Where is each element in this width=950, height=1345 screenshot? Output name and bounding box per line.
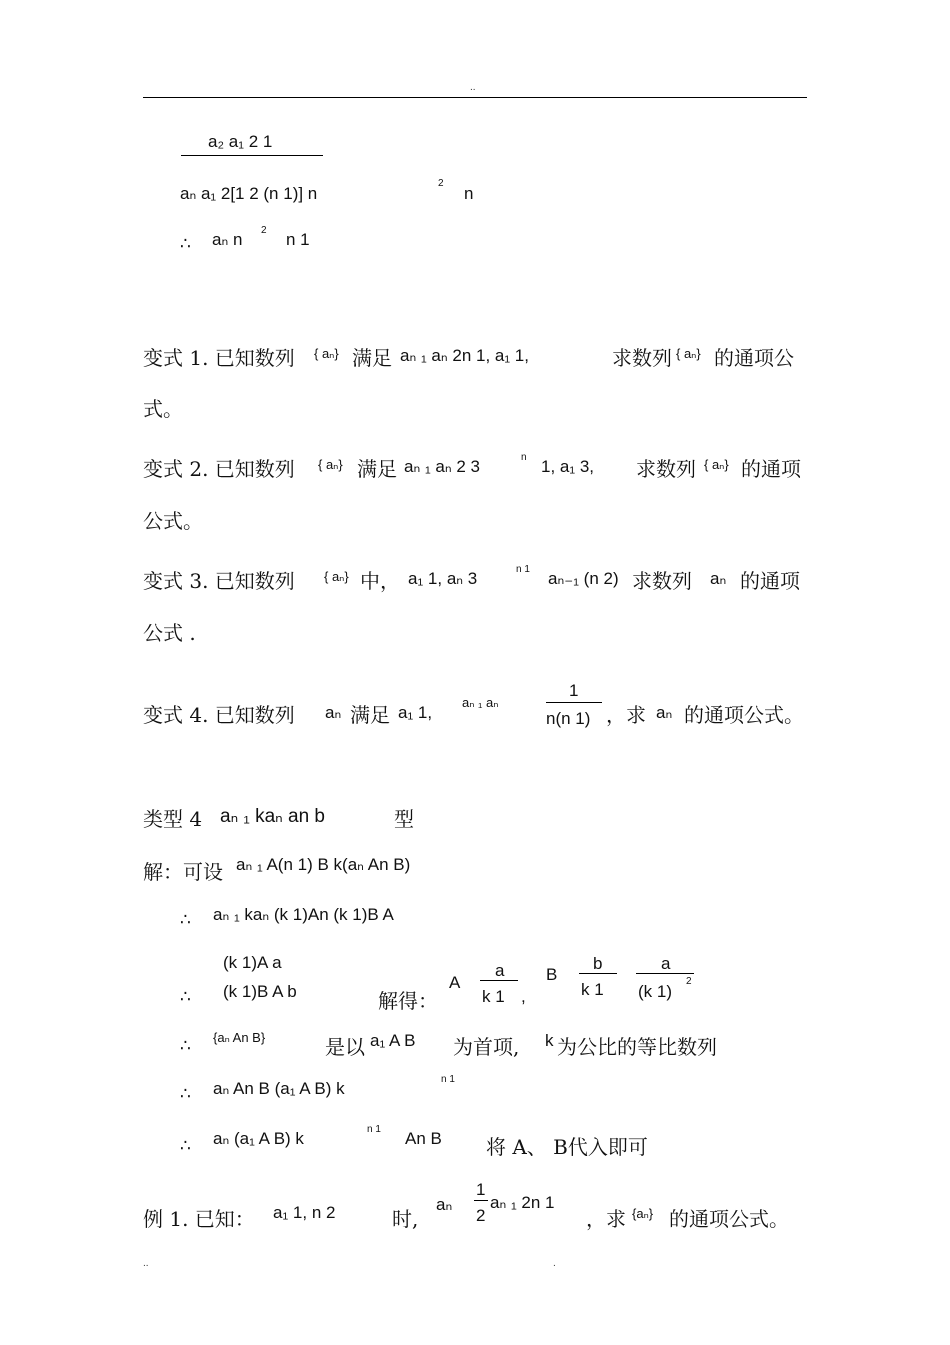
therefore-symbol: ∴ (180, 910, 191, 929)
type4-B-denominator-2: (k 1) (638, 982, 672, 1001)
type4-line-3-text3: 为公比的等比数列 (557, 1035, 717, 1059)
type4-line-5: aₙ (a₁ A B) k (213, 1129, 304, 1148)
example-label: 例 1. 已知： (143, 1207, 255, 1231)
variant-2-formula: aₙ ₁ aₙ 2 3 (404, 457, 480, 476)
variant-2-ask: 求数列 (636, 457, 696, 481)
therefore-symbol: ∴ (180, 987, 191, 1006)
variant-4-seq2: aₙ (656, 703, 673, 722)
example-ask: ，求 (586, 1207, 626, 1231)
variant-4-ask: ，求 (606, 703, 646, 727)
top-line-3-end: n 1 (286, 230, 310, 249)
type4-B-symbol: B (546, 965, 558, 984)
type4-line-3-first-term: a₁ A B (370, 1031, 416, 1050)
type4-B-denominator-1: k 1 (581, 980, 604, 999)
variant-2-satisfy: 满足 (357, 457, 397, 481)
type4-B-numerator-2: a (661, 954, 671, 973)
type4-line-3-text1: 是以 (325, 1035, 365, 1059)
variant-3-formula-b: aₙ₋₁ (n 2) (548, 569, 619, 588)
variant-4-fraction-bar (546, 702, 602, 703)
header-rule (143, 97, 807, 98)
variant-1-tail: 的通项公 (714, 346, 794, 370)
example-lhs: aₙ (436, 1195, 453, 1214)
top-fraction-bar (181, 155, 323, 156)
type4-line-5-note: 将 A、 B代入即可 (486, 1135, 648, 1159)
variant-1-ask: 求数列 (612, 346, 672, 370)
type4-suffix: 型 (394, 807, 414, 831)
top-line-2-sup: 2 (438, 178, 444, 189)
variant-2-cont: 公式。 (143, 509, 203, 533)
variant-1-satisfy: 满足 (352, 346, 392, 370)
type4-line-4-sup: n 1 (441, 1074, 455, 1085)
example-numerator: 1 (476, 1180, 486, 1199)
variant-2-tail: 的通项 (741, 457, 801, 481)
type4-line-4: aₙ An B (a₁ A B) k (213, 1079, 345, 1098)
variant-4-lhs: aₙ ₁ aₙ (462, 695, 499, 710)
variant-3-formula: a₁ 1, aₙ 3 (408, 569, 478, 588)
type4-B-fraction-bar-2 (636, 973, 694, 974)
variant-3-tail: 的通项 (740, 569, 800, 593)
footer-right-mark: . (553, 1258, 556, 1269)
variant-3-label: 变式 3. 已知数列 (143, 569, 295, 593)
type4-solve-label: 解得： (378, 989, 438, 1013)
therefore-symbol: ∴ (180, 1136, 191, 1155)
example-tail: 的通项公式。 (669, 1207, 789, 1231)
type4-A-numerator: a (495, 961, 505, 980)
type4-formula: aₙ ₁ kaₙ an b (220, 806, 326, 827)
variant-3-mid: 中， (360, 569, 400, 593)
solution-label: 解：可设 (143, 860, 223, 884)
type4-line-5-end: An B (405, 1129, 442, 1148)
variant-2-label: 变式 2. 已知数列 (143, 457, 295, 481)
therefore-symbol: ∴ (180, 1084, 191, 1103)
type4-line-3-text2: 为首项, (453, 1035, 520, 1059)
variant-3-ask: 求数列 (632, 569, 692, 593)
variant-1-label: 变式 1. 已知数列 (143, 346, 295, 370)
top-line-2-end: n (464, 184, 474, 203)
variant-1-seq: { aₙ} (314, 346, 339, 361)
example-when: 时, (392, 1207, 419, 1231)
solution-assumption: aₙ ₁ A(n 1) B k(aₙ An B) (236, 855, 411, 874)
example-init: a₁ 1, n 2 (273, 1203, 336, 1222)
type4-label: 类型 4 (143, 807, 203, 831)
type4-system-row-2: (k 1)B A b (223, 982, 297, 1001)
type4-line-5-sup: n 1 (367, 1124, 381, 1135)
type4-B-numerator-1: b (593, 954, 603, 973)
variant-1-cont: 式。 (143, 397, 183, 421)
variant-3-sup: n 1 (516, 564, 530, 575)
variant-4-denominator: n(n 1) (546, 709, 591, 728)
variant-2-sup: n (521, 452, 527, 463)
type4-line-1: aₙ ₁ kaₙ (k 1)An (k 1)B A (213, 905, 394, 924)
example-fraction-bar (474, 1200, 488, 1201)
top-line-3-sup: 2 (261, 225, 267, 236)
top-line-2: aₙ a₁ 2[1 2 (n 1)] n (180, 184, 318, 203)
variant-4-tail: 的通项公式。 (684, 703, 804, 727)
variant-2-formula-b: 1, a₁ 3, (541, 457, 594, 476)
type4-A-denominator: k 1 (482, 987, 505, 1006)
variant-1-seq2: { aₙ} (676, 346, 701, 361)
type4-line-3-k: k (545, 1031, 554, 1050)
variant-4-label: 变式 4. 已知数列 (143, 703, 295, 727)
type4-B-fraction-bar-1 (579, 973, 617, 974)
example-denominator: 2 (476, 1206, 486, 1225)
variant-2-seq: { aₙ} (318, 457, 343, 472)
top-line-3: aₙ n (212, 230, 243, 249)
footer-left-mark: .. (143, 1258, 149, 1269)
type4-A-comma: , (521, 987, 526, 1006)
variant-4-satisfy: 满足 (350, 703, 390, 727)
variant-3-seq: { aₙ} (324, 569, 349, 584)
therefore-symbol: ∴ (180, 234, 191, 253)
variant-2-seq2: { aₙ} (704, 457, 729, 472)
variant-3-seq2: aₙ (710, 569, 727, 588)
variant-4-numerator: 1 (569, 681, 579, 700)
header-mark: .. (470, 82, 476, 93)
variant-1-formula: aₙ ₁ aₙ 2n 1, a₁ 1, (400, 346, 529, 365)
variant-3-cont: 公式 . (143, 621, 196, 645)
therefore-symbol: ∴ (180, 1036, 191, 1055)
type4-A-fraction-bar (480, 980, 518, 981)
variant-4-seq: aₙ (325, 703, 342, 722)
example-rhs: aₙ ₁ 2n 1 (490, 1193, 555, 1212)
type4-A-symbol: A (449, 973, 461, 992)
top-line-1: a₂ a₁ 2 1 (208, 132, 273, 151)
type4-line-3-seq: {aₙ An B} (213, 1030, 266, 1045)
variant-4-init: a₁ 1, (398, 703, 433, 722)
type4-system-row-1: (k 1)A a (223, 953, 282, 972)
type4-B-den-sup: 2 (686, 976, 692, 987)
example-seq: {aₙ} (632, 1206, 654, 1221)
